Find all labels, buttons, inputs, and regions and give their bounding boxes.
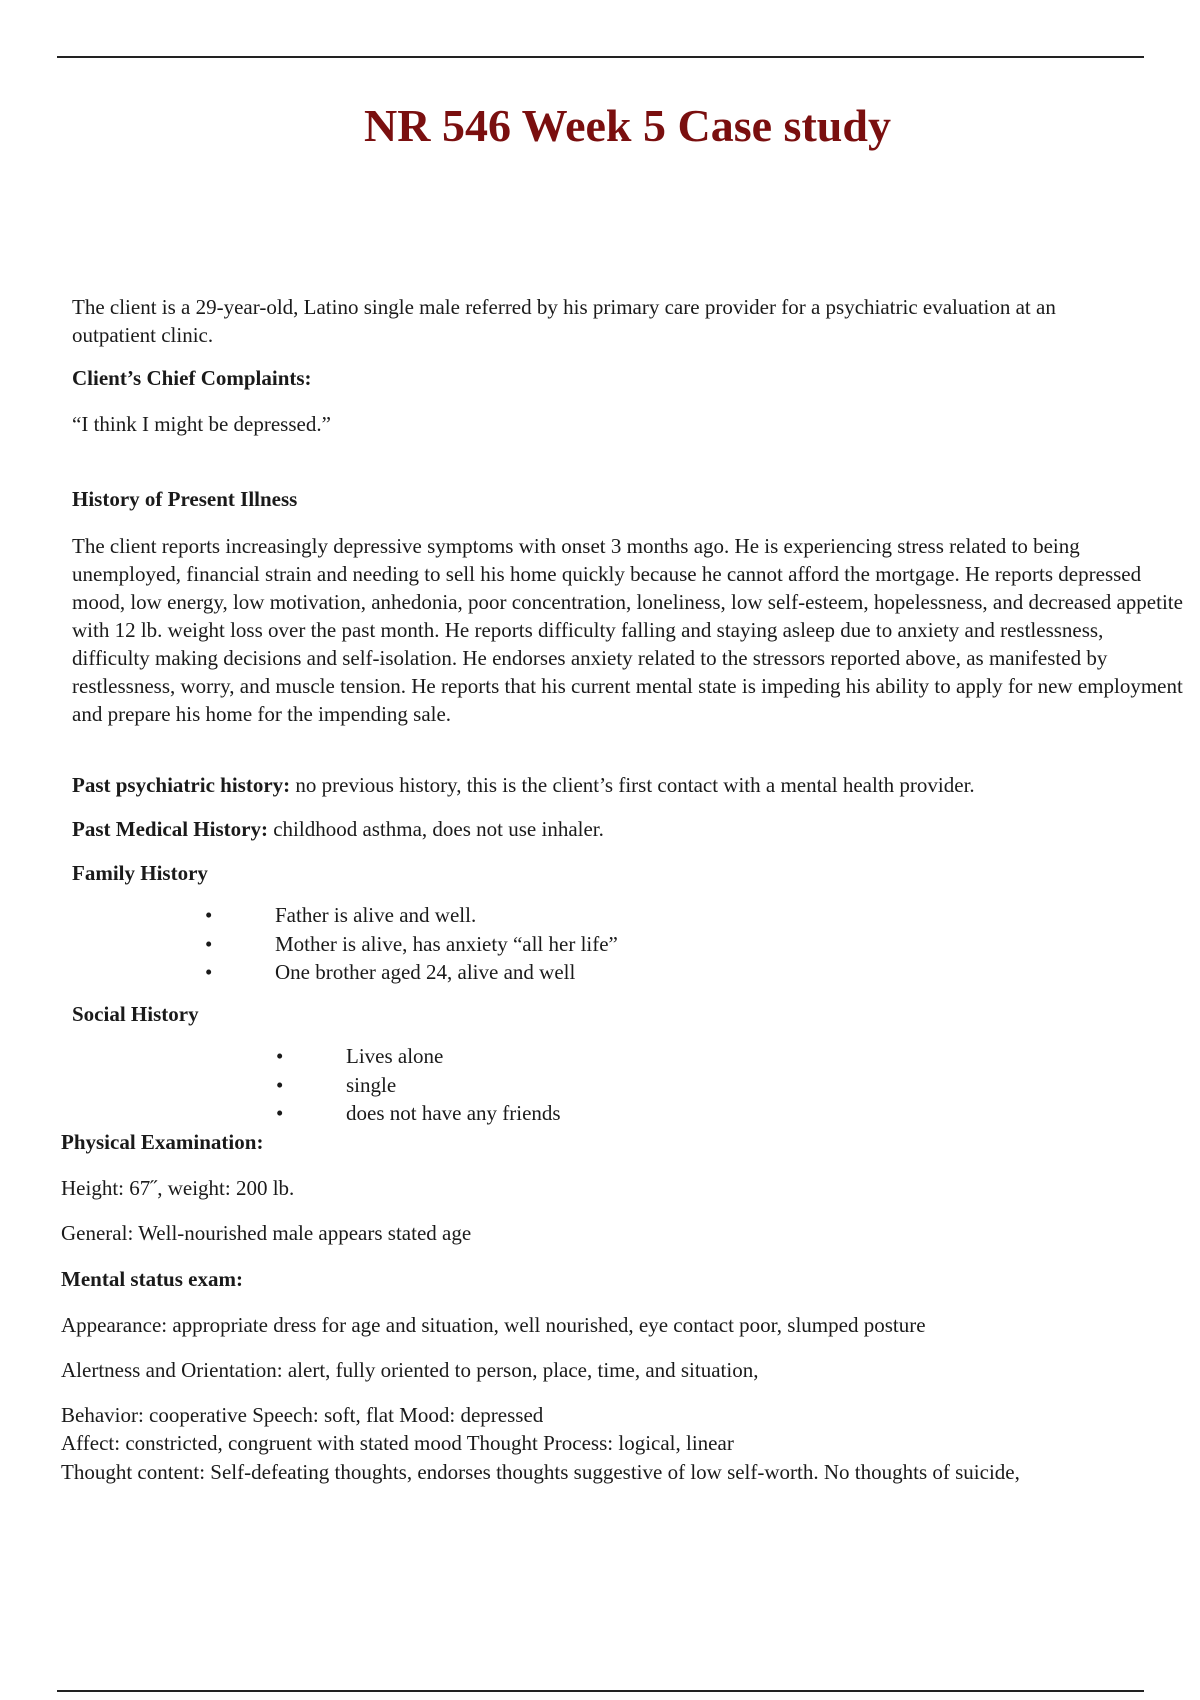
mental-status-heading: Mental status exam: (61, 1267, 243, 1291)
bullet-icon: • (205, 960, 213, 984)
family-history-list (205, 901, 618, 987)
bullet-icon: • (205, 931, 213, 956)
list-item: • Father is alive and well. (205, 901, 618, 930)
physical-exam-height-weight: Height: 67˝, weight: 200 lb. (61, 1176, 295, 1200)
bullet-icon: • (276, 1101, 284, 1125)
mse-affect: Affect: constricted, congruent with stated mood Thought Process: logical, linear (61, 1431, 734, 1455)
chief-complaints-quote: “I think I might be depressed.” (72, 412, 331, 436)
list-item: • single (276, 1071, 561, 1100)
list-item: • Lives alone (276, 1042, 561, 1071)
past-psych-history (72, 771, 975, 799)
hpi-heading: History of Present Illness (72, 487, 298, 511)
past-medical-history (72, 815, 604, 843)
page-title: NR 546 Week 5 Case study (364, 100, 891, 151)
intro-paragraph: The client is a 29-year-old, Latino single male referred by his primary care provider for a psychiatric evaluation at an outpatient clinic. (72, 295, 1056, 347)
hpi-paragraph: The client reports increasingly depressive symptoms with onset 3 months ago. He is experiencing stress related to being unemployed, financial strain and needing to sell his home quickly because he cannot afford the mortgage. He reports depressed mood, low energy, low motivation, anhedonia, poor concentration, loneliness, low self-esteem, hopelessness, and decreased appetite with 12 lb. weight loss over the past month. He reports difficulty falling and staying asleep due to anxiety and restlessness, difficulty making decisions and self-isolation. He endorses anxiety related to the stressors reported above, as manifested by restlessness, worry, and muscle tension. He reports that his current mental state is impeding his ability to apply for new employment and prepare his home for the impending sale. (72, 534, 1183, 726)
list-item: • Mother is alive, has anxiety “all her life” (205, 930, 618, 959)
bullet-icon: • (276, 1044, 284, 1068)
past-psych-label: Past psychiatric history: (72, 773, 291, 797)
mse-behavior: Behavior: cooperative Speech: soft, flat Mood: depressed (61, 1403, 544, 1427)
mse-appearance: Appearance: appropriate dress for age and situation, well nourished, eye contact poor, slumped posture (61, 1313, 926, 1337)
chief-complaints-label: Client’s Chief Complaints: (72, 366, 312, 390)
list-item: • One brother aged 24, alive and well (205, 958, 618, 987)
past-psych-text: no previous history, this is the client’s first contact with a mental health provider. (290, 773, 975, 797)
physical-exam-heading: Physical Examination: (61, 1130, 264, 1154)
list-item: • does not have any friends (276, 1099, 561, 1128)
physical-exam-general: General: Well-nourished male appears stated age (61, 1221, 472, 1245)
mse-thought-content: Thought content: Self-defeating thoughts, endorses thoughts suggestive of low self-worth. No thoughts of suicide, (61, 1460, 1020, 1484)
bullet-icon: • (276, 1072, 284, 1097)
bottom-rule (57, 1690, 1144, 1692)
past-medical-label: Past Medical History: (72, 817, 268, 841)
family-history-heading: Family History (72, 861, 208, 885)
top-rule (57, 56, 1144, 58)
social-history-heading: Social History (72, 1002, 199, 1026)
mse-alertness: Alertness and Orientation: alert, fully oriented to person, place, time, and situation, (61, 1358, 759, 1382)
bullet-icon: • (205, 903, 213, 927)
social-history-list (276, 1042, 561, 1128)
past-medical-text: childhood asthma, does not use inhaler. (267, 817, 604, 841)
